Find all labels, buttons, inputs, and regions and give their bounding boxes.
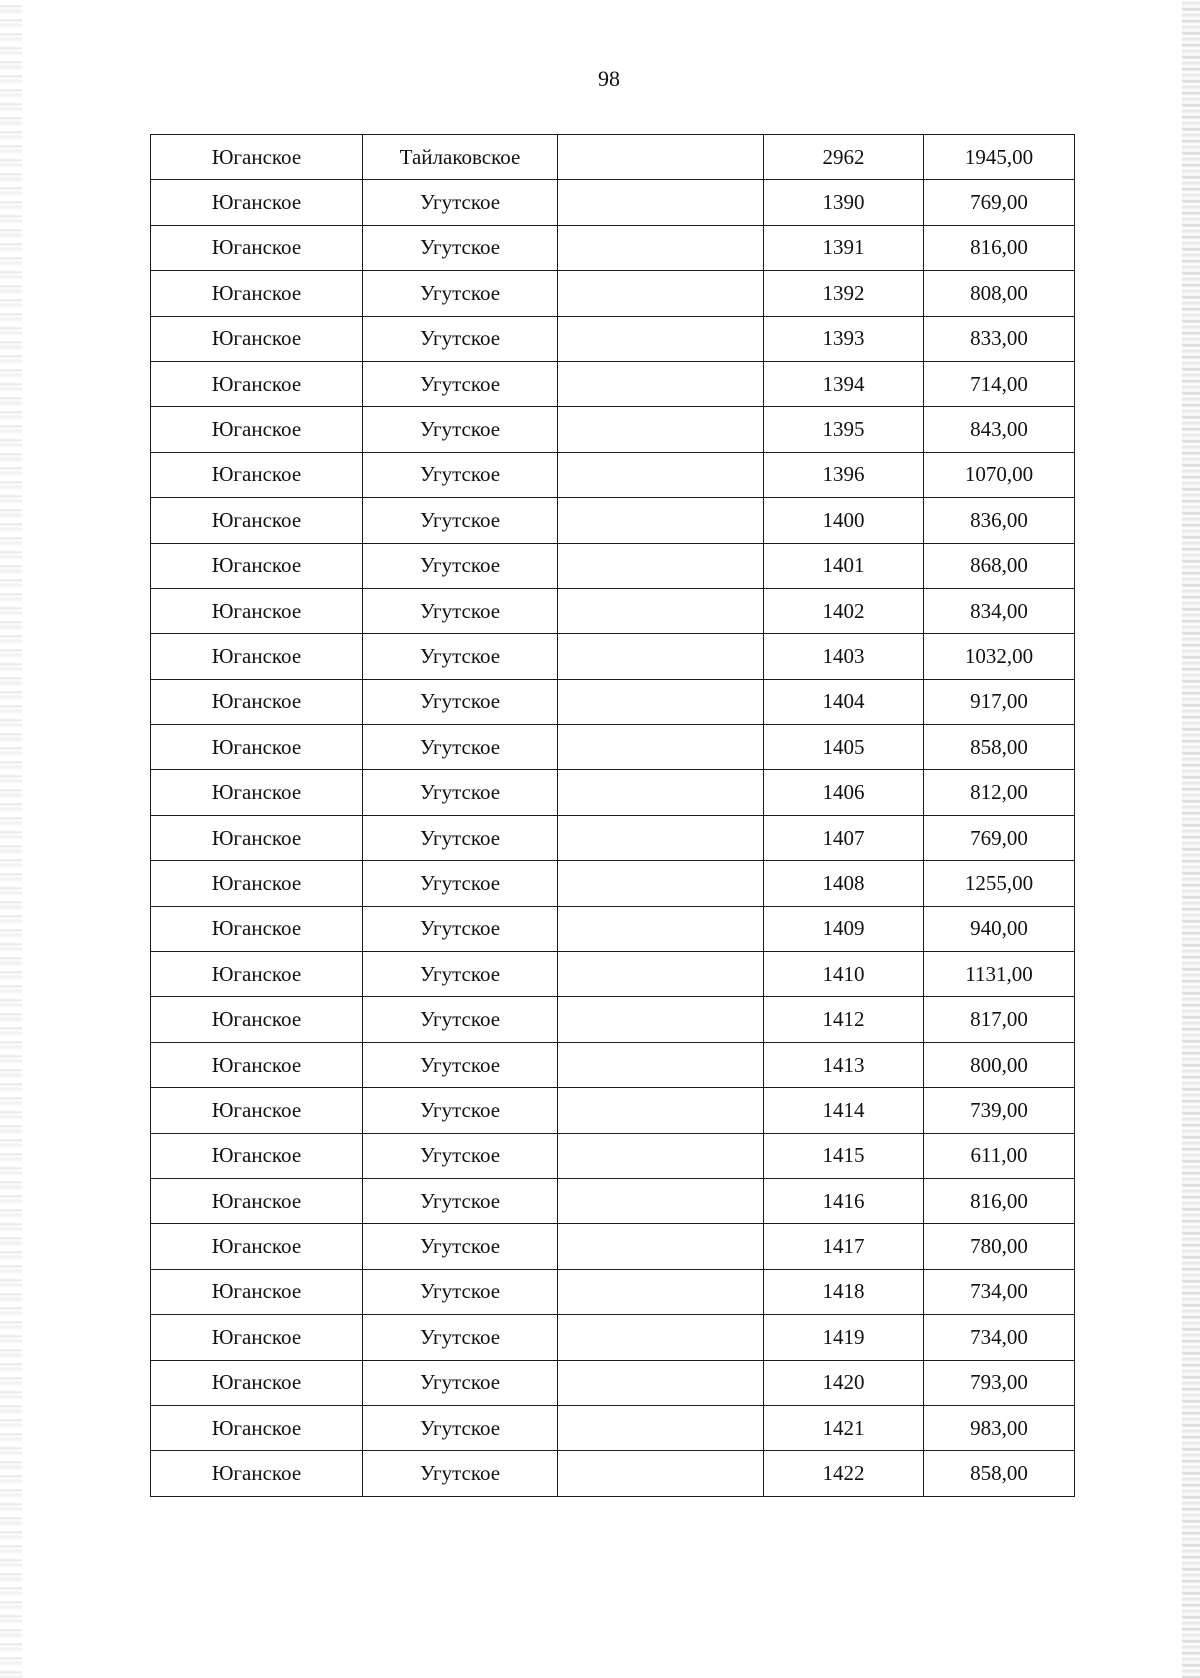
- cell-number: 1393: [764, 316, 924, 361]
- cell-area: Угутское: [363, 1042, 558, 1087]
- cell-deposit: Юганское: [151, 1315, 363, 1360]
- cell-note: [558, 1405, 764, 1450]
- cell-value: 611,00: [924, 1133, 1075, 1178]
- cell-value: 858,00: [924, 725, 1075, 770]
- table-row: [151, 407, 1075, 452]
- cell-deposit: Юганское: [151, 316, 363, 361]
- cell-number: 1417: [764, 1224, 924, 1269]
- cell-deposit: Юганское: [151, 906, 363, 951]
- cell-number: 1392: [764, 271, 924, 316]
- cell-area: Угутское: [363, 271, 558, 316]
- cell-value: 868,00: [924, 543, 1075, 588]
- cell-number: 1419: [764, 1315, 924, 1360]
- cell-deposit: Юганское: [151, 770, 363, 815]
- cell-area: Угутское: [363, 770, 558, 815]
- cell-note: [558, 316, 764, 361]
- cell-note: [558, 225, 764, 270]
- cell-deposit: Юганское: [151, 725, 363, 770]
- cell-deposit: Юганское: [151, 1360, 363, 1405]
- cell-area: Угутское: [363, 225, 558, 270]
- cell-note: [558, 634, 764, 679]
- table-row: [151, 316, 1075, 361]
- cell-number: 1402: [764, 588, 924, 633]
- table-row: [151, 679, 1075, 724]
- cell-area: Угутское: [363, 180, 558, 225]
- cell-number: 1390: [764, 180, 924, 225]
- cell-area: Угутское: [363, 1315, 558, 1360]
- cell-area: Угутское: [363, 997, 558, 1042]
- cell-area: Угутское: [363, 543, 558, 588]
- cell-value: 834,00: [924, 588, 1075, 633]
- scan-border-left: [0, 0, 22, 1678]
- cell-value: 940,00: [924, 906, 1075, 951]
- cell-value: 1255,00: [924, 861, 1075, 906]
- cell-area: Угутское: [363, 1451, 558, 1496]
- page-number: 98: [598, 66, 620, 91]
- cell-number: 1415: [764, 1133, 924, 1178]
- cell-number: 1418: [764, 1269, 924, 1314]
- cell-note: [558, 997, 764, 1042]
- table-row: [151, 906, 1075, 951]
- cell-deposit: Юганское: [151, 1042, 363, 1087]
- cell-deposit: Юганское: [151, 1088, 363, 1133]
- cell-number: 1400: [764, 498, 924, 543]
- table-row: [151, 1269, 1075, 1314]
- cell-note: [558, 1224, 764, 1269]
- cell-number: 1412: [764, 997, 924, 1042]
- cell-note: [558, 543, 764, 588]
- table-row: [151, 997, 1075, 1042]
- cell-deposit: Юганское: [151, 361, 363, 406]
- cell-deposit: Юганское: [151, 271, 363, 316]
- cell-area: Угутское: [363, 1405, 558, 1450]
- cell-value: 812,00: [924, 770, 1075, 815]
- cell-number: 1421: [764, 1405, 924, 1450]
- table-row: [151, 952, 1075, 997]
- cell-deposit: Юганское: [151, 225, 363, 270]
- table-row: [151, 543, 1075, 588]
- cell-value: 836,00: [924, 498, 1075, 543]
- cell-note: [558, 1269, 764, 1314]
- table-row: [151, 225, 1075, 270]
- cell-number: 1422: [764, 1451, 924, 1496]
- cell-value: 858,00: [924, 1451, 1075, 1496]
- cell-number: 1408: [764, 861, 924, 906]
- cell-value: 833,00: [924, 316, 1075, 361]
- cell-deposit: Юганское: [151, 543, 363, 588]
- cell-area: Угутское: [363, 407, 558, 452]
- cell-deposit: Юганское: [151, 679, 363, 724]
- cell-number: 1406: [764, 770, 924, 815]
- cell-value: 739,00: [924, 1088, 1075, 1133]
- cell-area: Угутское: [363, 1269, 558, 1314]
- cell-note: [558, 498, 764, 543]
- cell-number: 1391: [764, 225, 924, 270]
- cell-area: Угутское: [363, 725, 558, 770]
- cell-number: 1414: [764, 1088, 924, 1133]
- cell-note: [558, 906, 764, 951]
- cell-value: 1070,00: [924, 452, 1075, 497]
- table-row: [151, 180, 1075, 225]
- cell-area: Угутское: [363, 1178, 558, 1223]
- cell-value: 714,00: [924, 361, 1075, 406]
- cell-value: 769,00: [924, 815, 1075, 860]
- cell-deposit: Юганское: [151, 407, 363, 452]
- data-table: [150, 134, 1075, 1497]
- cell-value: 816,00: [924, 225, 1075, 270]
- cell-area: Угутское: [363, 452, 558, 497]
- cell-number: 2962: [764, 135, 924, 180]
- cell-deposit: Юганское: [151, 634, 363, 679]
- table-row: [151, 770, 1075, 815]
- cell-deposit: Юганское: [151, 180, 363, 225]
- cell-value: 1032,00: [924, 634, 1075, 679]
- cell-note: [558, 770, 764, 815]
- cell-number: 1413: [764, 1042, 924, 1087]
- cell-area: Угутское: [363, 1133, 558, 1178]
- table-row: [151, 271, 1075, 316]
- cell-deposit: Юганское: [151, 1133, 363, 1178]
- cell-area: Угутское: [363, 498, 558, 543]
- cell-area: Угутское: [363, 952, 558, 997]
- cell-value: 780,00: [924, 1224, 1075, 1269]
- cell-note: [558, 180, 764, 225]
- cell-area: Тайлаковское: [363, 135, 558, 180]
- cell-note: [558, 1088, 764, 1133]
- cell-deposit: Юганское: [151, 997, 363, 1042]
- cell-deposit: Юганское: [151, 452, 363, 497]
- cell-area: Угутское: [363, 316, 558, 361]
- cell-number: 1405: [764, 725, 924, 770]
- table-row: [151, 1042, 1075, 1087]
- cell-deposit: Юганское: [151, 498, 363, 543]
- table-row: [151, 1451, 1075, 1496]
- cell-note: [558, 679, 764, 724]
- cell-note: [558, 361, 764, 406]
- cell-area: Угутское: [363, 1088, 558, 1133]
- cell-area: Угутское: [363, 1360, 558, 1405]
- cell-area: Угутское: [363, 861, 558, 906]
- table-row: [151, 1133, 1075, 1178]
- cell-area: Угутское: [363, 588, 558, 633]
- table-row: [151, 634, 1075, 679]
- cell-value: 816,00: [924, 1178, 1075, 1223]
- cell-note: [558, 588, 764, 633]
- table-row: [151, 1360, 1075, 1405]
- table-row: [151, 1178, 1075, 1223]
- table-row: [151, 1088, 1075, 1133]
- cell-deposit: Юганское: [151, 861, 363, 906]
- cell-area: Угутское: [363, 815, 558, 860]
- table-row: [151, 361, 1075, 406]
- cell-area: Угутское: [363, 1224, 558, 1269]
- cell-number: 1416: [764, 1178, 924, 1223]
- cell-area: Угутское: [363, 679, 558, 724]
- cell-note: [558, 1451, 764, 1496]
- table-row: [151, 452, 1075, 497]
- cell-deposit: Юганское: [151, 815, 363, 860]
- cell-number: 1407: [764, 815, 924, 860]
- table-row: [151, 135, 1075, 180]
- cell-value: 1945,00: [924, 135, 1075, 180]
- cell-value: 808,00: [924, 271, 1075, 316]
- table-body: [151, 135, 1075, 1497]
- cell-note: [558, 1133, 764, 1178]
- table-row: [151, 588, 1075, 633]
- table-row: [151, 1405, 1075, 1450]
- cell-number: 1420: [764, 1360, 924, 1405]
- cell-note: [558, 952, 764, 997]
- cell-value: 793,00: [924, 1360, 1075, 1405]
- cell-note: [558, 452, 764, 497]
- cell-note: [558, 1315, 764, 1360]
- cell-deposit: Юганское: [151, 1178, 363, 1223]
- cell-number: 1394: [764, 361, 924, 406]
- cell-deposit: Юганское: [151, 1224, 363, 1269]
- cell-note: [558, 1178, 764, 1223]
- cell-number: 1410: [764, 952, 924, 997]
- cell-number: 1396: [764, 452, 924, 497]
- cell-note: [558, 407, 764, 452]
- table-row: [151, 1224, 1075, 1269]
- table-row: [151, 1315, 1075, 1360]
- cell-value: 800,00: [924, 1042, 1075, 1087]
- cell-deposit: Юганское: [151, 135, 363, 180]
- cell-note: [558, 725, 764, 770]
- cell-area: Угутское: [363, 361, 558, 406]
- scan-border-right: [1182, 0, 1200, 1678]
- cell-note: [558, 135, 764, 180]
- cell-number: 1404: [764, 679, 924, 724]
- cell-value: 734,00: [924, 1315, 1075, 1360]
- cell-number: 1401: [764, 543, 924, 588]
- cell-value: 817,00: [924, 997, 1075, 1042]
- cell-value: 983,00: [924, 1405, 1075, 1450]
- cell-deposit: Юганское: [151, 588, 363, 633]
- cell-number: 1409: [764, 906, 924, 951]
- cell-value: 917,00: [924, 679, 1075, 724]
- table-row: [151, 861, 1075, 906]
- table-row: [151, 815, 1075, 860]
- cell-note: [558, 271, 764, 316]
- cell-area: Угутское: [363, 906, 558, 951]
- cell-number: 1395: [764, 407, 924, 452]
- cell-value: 1131,00: [924, 952, 1075, 997]
- cell-deposit: Юганское: [151, 1405, 363, 1450]
- cell-deposit: Юганское: [151, 952, 363, 997]
- cell-note: [558, 861, 764, 906]
- cell-value: 843,00: [924, 407, 1075, 452]
- table-row: [151, 498, 1075, 543]
- cell-note: [558, 815, 764, 860]
- cell-value: 769,00: [924, 180, 1075, 225]
- cell-value: 734,00: [924, 1269, 1075, 1314]
- table-row: [151, 725, 1075, 770]
- cell-note: [558, 1360, 764, 1405]
- cell-number: 1403: [764, 634, 924, 679]
- cell-note: [558, 1042, 764, 1087]
- cell-deposit: Юганское: [151, 1269, 363, 1314]
- cell-deposit: Юганское: [151, 1451, 363, 1496]
- cell-area: Угутское: [363, 634, 558, 679]
